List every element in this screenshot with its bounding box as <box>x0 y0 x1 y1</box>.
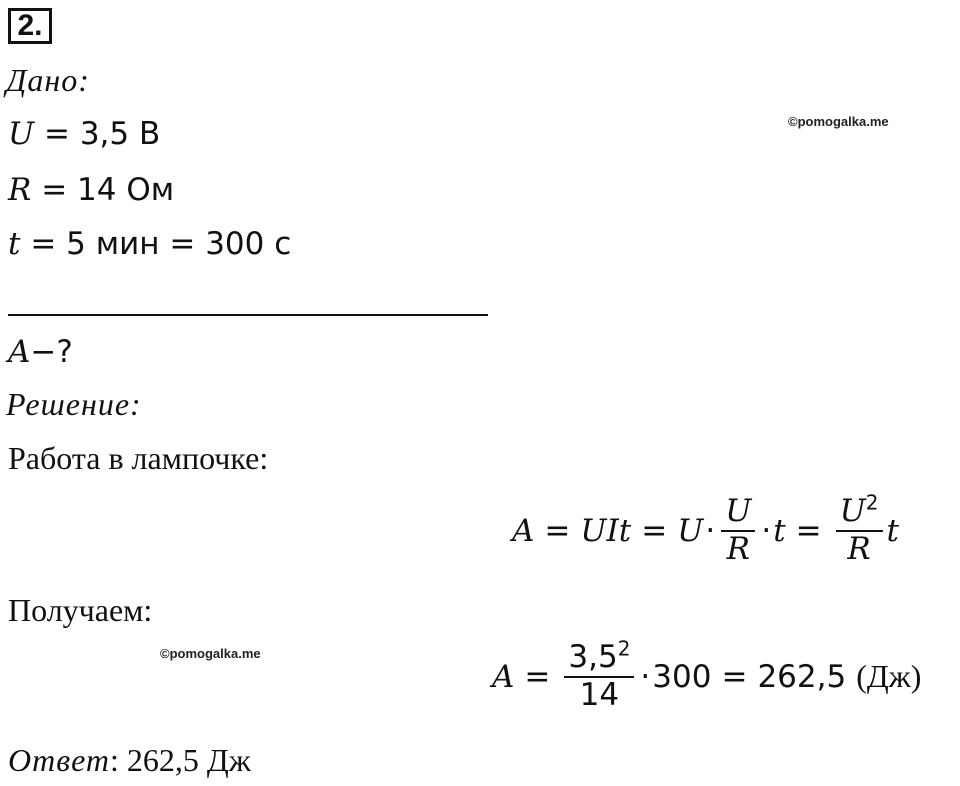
f2-fraction <box>564 636 634 713</box>
answer-value: : 262,5 Дж <box>110 742 251 778</box>
problem-number: 2. <box>8 8 52 44</box>
symbol-t: t <box>8 226 21 262</box>
solution-heading: Решение: <box>6 386 142 422</box>
f2-dot: · <box>640 658 651 695</box>
f1-eq3: = <box>795 512 822 549</box>
time-value: = 5 мин = 300 с <box>20 226 292 262</box>
given-time <box>8 226 291 262</box>
f1-frac1-den: R <box>726 530 750 567</box>
symbol-r: R <box>8 172 32 208</box>
result-formula <box>492 636 922 713</box>
f1-u: U <box>677 512 704 549</box>
given-resistance <box>8 172 174 208</box>
f1-frac1-num: U <box>725 493 752 529</box>
find-line <box>8 334 73 370</box>
f2-unit: (Дж) <box>856 658 922 695</box>
f2-frac-base: 3,5 <box>568 639 618 675</box>
work-text: Работа в лампочке: <box>8 440 269 476</box>
answer-label: Ответ <box>8 742 110 778</box>
f1-frac2-num <box>836 490 883 530</box>
watermark-bottom: ©pomogalka.me <box>160 646 261 661</box>
f1-uit: UIt <box>580 512 632 549</box>
voltage-value: = 3,5 В <box>34 116 161 152</box>
given-heading: Дано: <box>6 62 90 98</box>
f1-frac2-u: U <box>839 493 866 529</box>
symbol-a: A <box>8 334 31 370</box>
f2-eq1: = <box>524 658 551 695</box>
f1-fraction-u2-over-r <box>836 490 883 567</box>
given-divider <box>8 314 488 316</box>
f2-frac-num <box>564 636 634 676</box>
f2-frac-sup: 2 <box>617 636 631 661</box>
get-text: Получаем: <box>8 592 153 628</box>
f2-frac-den: 14 <box>579 676 620 713</box>
given-voltage <box>8 116 160 152</box>
resistance-value: = 14 Ом <box>31 172 175 208</box>
f1-dot1: · <box>705 512 716 549</box>
f1-lhs: A <box>512 512 535 549</box>
f1-dot2: · <box>761 512 772 549</box>
watermark-top: ©pomogalka.me <box>788 114 889 129</box>
answer-line <box>8 742 251 779</box>
f2-eq2: = <box>721 658 748 695</box>
f1-eq1: = <box>544 512 571 549</box>
f1-fraction-u-over-r <box>721 494 755 567</box>
symbol-u: U <box>8 116 35 152</box>
f2-lhs: A <box>492 658 515 695</box>
f2-result: 262,5 <box>757 658 847 695</box>
f2-mult: 300 <box>652 658 712 695</box>
find-question: −? <box>30 334 73 370</box>
f1-eq2: = <box>641 512 668 549</box>
f1-frac2-sup: 2 <box>865 490 879 515</box>
f1-frac2-den: R <box>847 530 871 567</box>
f1-t: t <box>773 512 786 549</box>
work-formula <box>512 490 899 567</box>
f1-t2: t <box>886 512 899 549</box>
